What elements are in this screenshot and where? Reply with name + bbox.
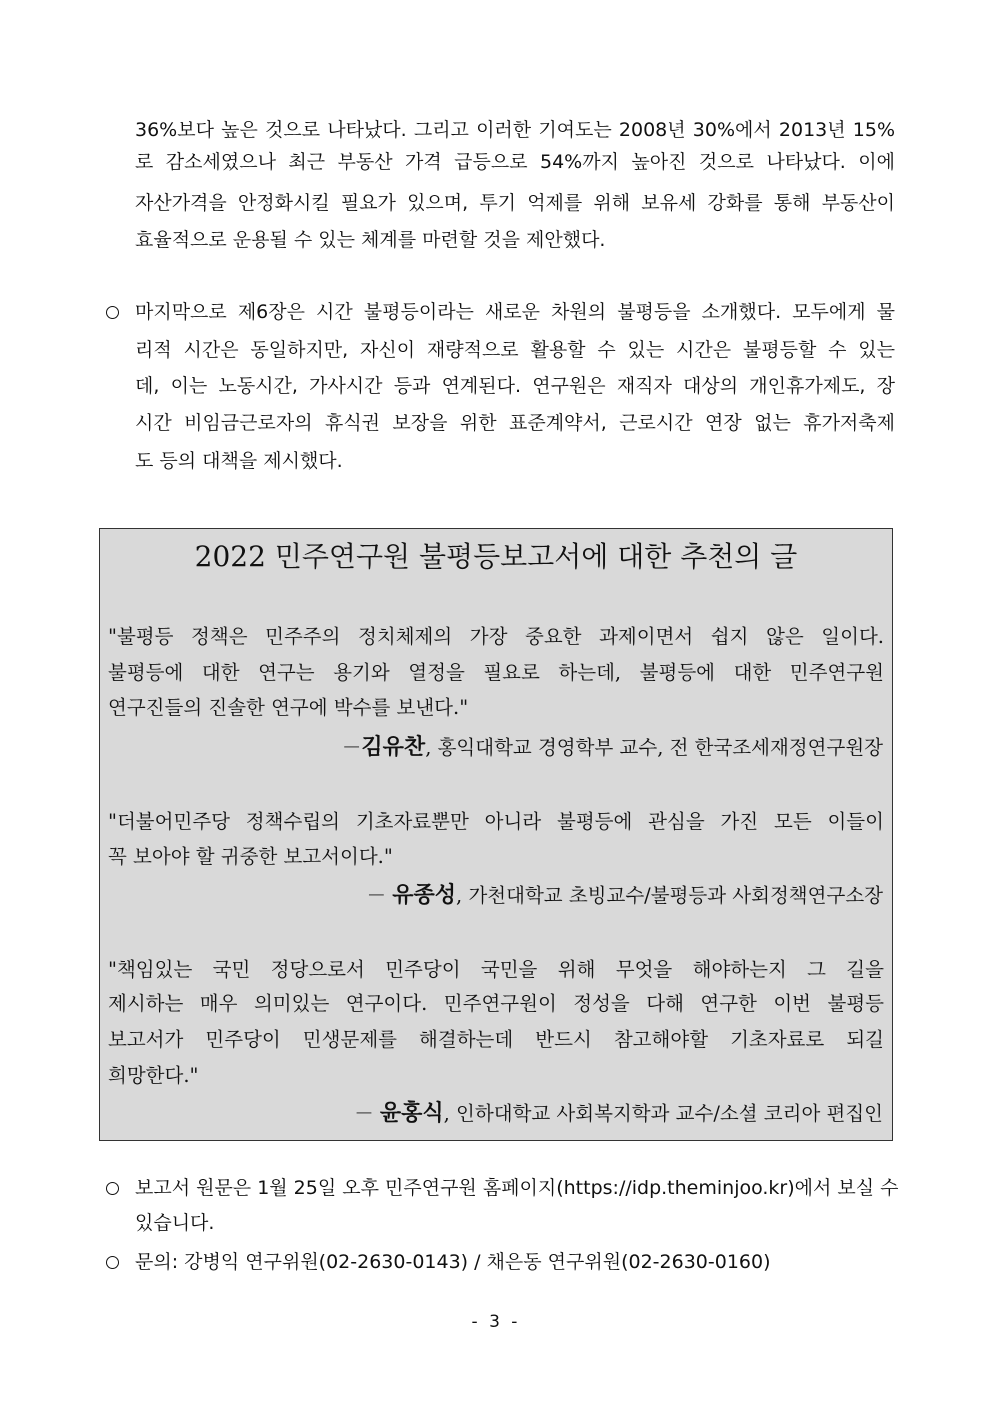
quote1-line-2: 불평등에 대한 연구는 용기와 열정을 필요로 하는데, 불평등에 대한 민주연구원 (108, 661, 884, 684)
attribution-dash: － (354, 1102, 380, 1125)
intro-line-3: 자산가격을 안정화시킬 필요가 있으며, 투기 억제를 위해 보유세 강화를 통해 부동산이 (135, 192, 895, 214)
quote3-author-affiliation: , 인하대학교 사회복지학과 교수/소셜 코리아 편집인 (443, 1102, 883, 1125)
bullet-circle-icon (106, 306, 119, 319)
report-notice-line-2: 있습니다. (135, 1212, 215, 1234)
quote3-author-name: 윤홍식 (379, 1100, 444, 1126)
attribution-dash: － (341, 736, 362, 759)
quote3-line-4: 희망한다." (108, 1064, 199, 1087)
report-notice-line-1: 보고서 원문은 1월 25일 오후 민주연구원 홈페이지(https://idp.theminjoo.kr)에서 보실 수 (135, 1177, 899, 1199)
quote1-line-3: 연구진들의 진솔한 연구에 박수를 보낸다." (108, 696, 469, 719)
chapter6-line-1: 마지막으로 제6장은 시간 불평등이라는 새로운 차원의 불평등을 소개했다. 모두에게 물 (135, 301, 895, 323)
attribution-dash: － (366, 884, 393, 907)
quote3-line-1: "책임있는 국민 정당으로서 민주당이 국민을 위해 무엇을 해야하는지 그 길을 (108, 958, 884, 981)
bullet-circle-icon (106, 1256, 119, 1269)
bullet-circle-icon (106, 1182, 119, 1195)
intro-line-1: 36%보다 높은 것으로 나타났다. 그리고 이러한 기여도는 2008년 30%에서 2013년 15% (135, 119, 895, 141)
quote3-line-3: 보고서가 민주당이 민생문제를 해결하는데 반드시 참고해야할 기초자료로 되길 (108, 1028, 884, 1051)
quote2-attribution (367, 880, 883, 911)
chapter6-line-2: 리적 시간은 동일하지만, 자신이 재량적으로 활용할 수 있는 시간은 불평등할 수 있는 (135, 339, 895, 361)
quote2-author-name: 유종성 (392, 882, 457, 908)
chapter6-line-3: 데, 이는 노동시간, 가사시간 등과 연계된다. 연구원은 재직자 대상의 개인휴가제도, 장 (135, 375, 895, 397)
page-number: - 3 - (471, 1312, 521, 1332)
quote1-line-1: "불평등 정책은 민주주의 정치체제의 가장 중요한 과제이면서 쉽지 않은 일이다. (108, 625, 884, 648)
quote2-line-1: "더불어민주당 정책수립의 기초자료뿐만 아니라 불평등에 관심을 가진 모든 이들이 (108, 810, 884, 833)
quote1-attribution (342, 732, 883, 763)
contact-text: 문의: 강병익 연구위원(02-2630-0143) / 채은동 연구위원(02-2630-0160) (135, 1251, 771, 1273)
quote1-author-affiliation: , 홍익대학교 경영학부 교수, 전 한국조세재정연구원장 (425, 736, 883, 759)
intro-line-4: 효율적으로 운용될 수 있는 체계를 마련할 것을 제안했다. (135, 229, 606, 251)
quote2-line-2: 꼭 보아야 할 귀중한 보고서이다." (108, 845, 393, 868)
quote1-author-name: 김유찬 (361, 734, 426, 760)
chapter6-line-4: 시간 비임금근로자의 휴식권 보장을 위한 표준계약서, 근로시간 연장 없는 휴가저축제 (135, 412, 895, 434)
chapter6-line-5: 도 등의 대책을 제시했다. (135, 450, 343, 472)
intro-line-2: 로 감소세였으나 최근 부동산 가격 급등으로 54%까지 높아진 것으로 나타났다. 이에 (135, 151, 895, 173)
quote3-line-2: 제시하는 매우 의미있는 연구이다. 민주연구원이 정성을 다해 연구한 이번 불평등 (108, 992, 884, 1015)
quote2-author-affiliation: , 가천대학교 초빙교수/불평등과 사회정책연구소장 (456, 884, 883, 907)
recommendation-title: 2022 민주연구원 불평등보고서에 대한 추천의 글 (194, 540, 798, 573)
quote3-attribution (354, 1098, 883, 1129)
